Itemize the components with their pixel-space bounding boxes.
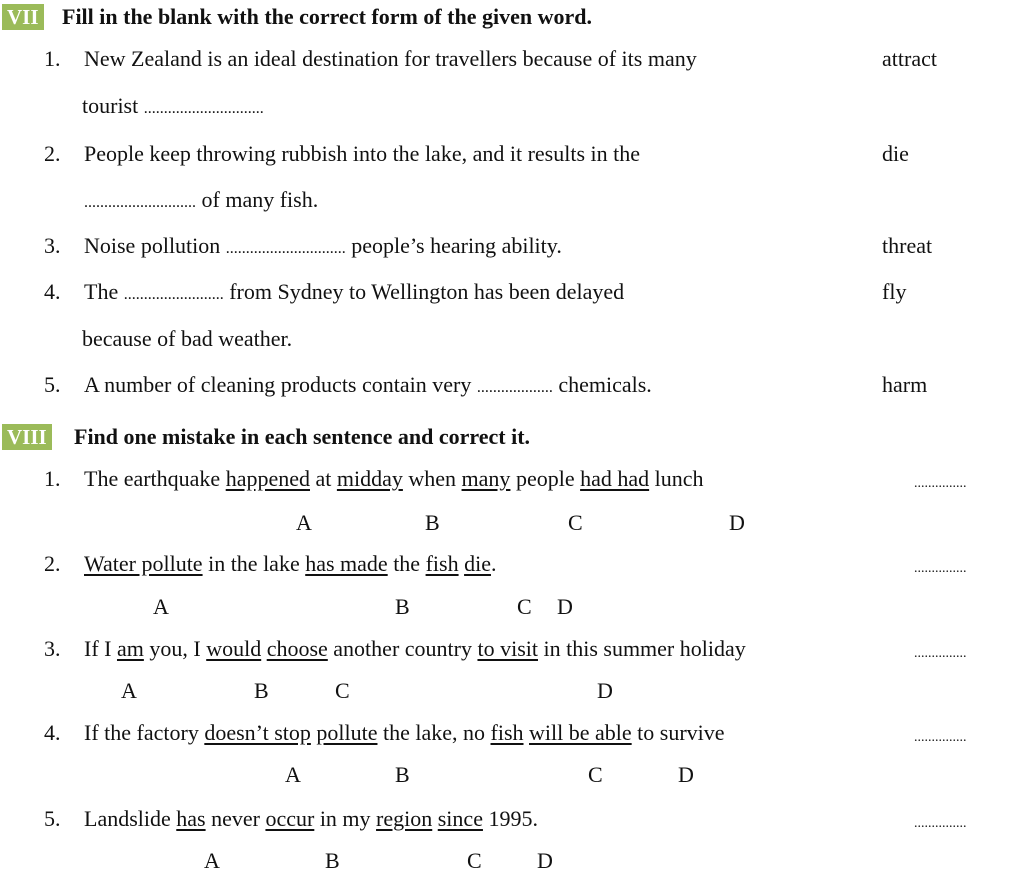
option-letter-d: D (597, 678, 613, 703)
sentence-text: 1995. (482, 806, 538, 831)
sentence-text: New Zealand is an ideal destination for travellers because of its many (84, 46, 697, 71)
option-letter-d: D (678, 762, 694, 787)
option-letter-d: D (729, 510, 745, 535)
sentence-line (84, 466, 704, 492)
underlined-option: die (464, 551, 491, 576)
option-letter-b: B (325, 848, 340, 873)
sentence-text: Landslide (84, 806, 177, 831)
sentence-line (84, 720, 725, 746)
option-letter-a: A (153, 594, 169, 619)
sentence-text: The earthquake (84, 466, 226, 491)
section-title: Fill in the blank with the correct form of the given word. (62, 4, 592, 29)
option-letter-a: A (204, 848, 220, 873)
underlined-option: to visit (477, 636, 538, 661)
underlined-option: had had (580, 466, 650, 491)
sentence-text: to survive (631, 720, 725, 745)
option-letter-b: B (395, 594, 410, 619)
answer-blank[interactable]: ............... (914, 476, 967, 491)
option-letter-b: B (425, 510, 440, 535)
sentence-text: in this summer holiday (537, 636, 746, 661)
answer-blank[interactable]: ............... (914, 730, 967, 745)
answer-blank[interactable]: ............... (914, 561, 967, 576)
item-number: 2. (44, 551, 61, 576)
option-letter-c: C (335, 678, 350, 703)
section-badge: VIII (2, 424, 52, 450)
sentence-line (84, 551, 496, 577)
sentence-text: the (387, 551, 426, 576)
item-number: 1. (44, 466, 61, 491)
sentence-line (84, 233, 562, 259)
sentence-text: because of bad weather. (82, 326, 293, 351)
option-letter-c: C (588, 762, 603, 787)
sentence-text: chemicals. (552, 372, 652, 397)
sentence-text: Noise pollution (84, 233, 226, 258)
underlined-option: would (206, 636, 262, 661)
sentence-text: from Sydney to Wellington has been delayed (223, 279, 625, 304)
underlined-option: region (376, 806, 433, 831)
option-letter-c: C (517, 594, 532, 619)
sentence-text: People keep throwing rubbish into the lake, and it results in the (84, 141, 641, 166)
sentence-line (84, 806, 538, 832)
answer-blank[interactable]: .............................. (225, 240, 346, 257)
item-number: 2. (44, 141, 61, 166)
underlined-option: has (176, 806, 206, 831)
underlined-option: fish (490, 720, 524, 745)
item-number: 3. (44, 233, 61, 258)
answer-blank[interactable]: .............................. (143, 100, 264, 117)
underlined-option: many (461, 466, 511, 491)
given-word: harm (882, 372, 928, 397)
answer-blank[interactable]: ......................... (123, 286, 224, 303)
sentence-text: . (490, 551, 497, 576)
answer-blank[interactable]: ................... (476, 379, 553, 396)
sentence-text: tourist (82, 93, 144, 118)
answer-blank[interactable]: ............................ (84, 194, 196, 211)
section-badge: VII (2, 4, 44, 30)
underlined-option: will be able (529, 720, 632, 745)
underlined-option: has made (305, 551, 388, 576)
underlined-option: pollute (316, 720, 378, 745)
underlined-option: fish (425, 551, 459, 576)
given-word: fly (882, 279, 907, 304)
underlined-option: Water pollute (84, 551, 203, 576)
item-number: 4. (44, 720, 61, 745)
sentence-text: of many fish. (196, 187, 319, 212)
sentence-text: people (510, 466, 581, 491)
answer-blank[interactable]: ............... (914, 646, 967, 661)
item-number: 4. (44, 279, 61, 304)
sentence-text: never (205, 806, 266, 831)
section-title: Find one mistake in each sentence and correct it. (74, 424, 531, 449)
option-letter-b: B (254, 678, 269, 703)
answer-blank[interactable]: ............... (914, 816, 967, 831)
sentence-text: another country (327, 636, 478, 661)
sentence-text: If I (84, 636, 117, 661)
sentence-text: in the lake (202, 551, 306, 576)
sentence-text: you, I (143, 636, 207, 661)
sentence-line (84, 636, 746, 662)
underlined-option: am (116, 636, 144, 661)
underlined-option: happened (225, 466, 310, 491)
option-letter-d: D (557, 594, 573, 619)
item-number: 1. (44, 46, 61, 71)
option-letter-c: C (568, 510, 583, 535)
sentence-line (84, 372, 652, 398)
sentence-text: The (84, 279, 124, 304)
item-number: 3. (44, 636, 61, 661)
sentence-line (82, 93, 264, 119)
sentence-text: If the factory (84, 720, 205, 745)
underlined-option: choose (266, 636, 328, 661)
given-word: die (882, 141, 909, 166)
option-letter-b: B (395, 762, 410, 787)
option-letter-a: A (285, 762, 301, 787)
option-letter-c: C (467, 848, 482, 873)
underlined-option: midday (336, 466, 403, 491)
sentence-text: in my (314, 806, 377, 831)
sentence-text: people’s hearing ability. (345, 233, 562, 258)
sentence-text: at (310, 466, 337, 491)
sentence-text: A number of cleaning products contain very (84, 372, 477, 397)
sentence-text: the lake, no (377, 720, 491, 745)
option-letter-a: A (296, 510, 312, 535)
sentence-text: lunch (649, 466, 704, 491)
given-word: attract (882, 46, 937, 71)
underlined-option: since (437, 806, 483, 831)
item-number: 5. (44, 372, 61, 397)
sentence-line (84, 279, 624, 305)
sentence-line (84, 187, 318, 213)
underlined-option: occur (265, 806, 315, 831)
sentence-text: when (402, 466, 462, 491)
given-word: threat (882, 233, 933, 258)
option-letter-a: A (121, 678, 137, 703)
underlined-option: doesn’t stop (204, 720, 311, 745)
item-number: 5. (44, 806, 61, 831)
option-letter-d: D (537, 848, 553, 873)
